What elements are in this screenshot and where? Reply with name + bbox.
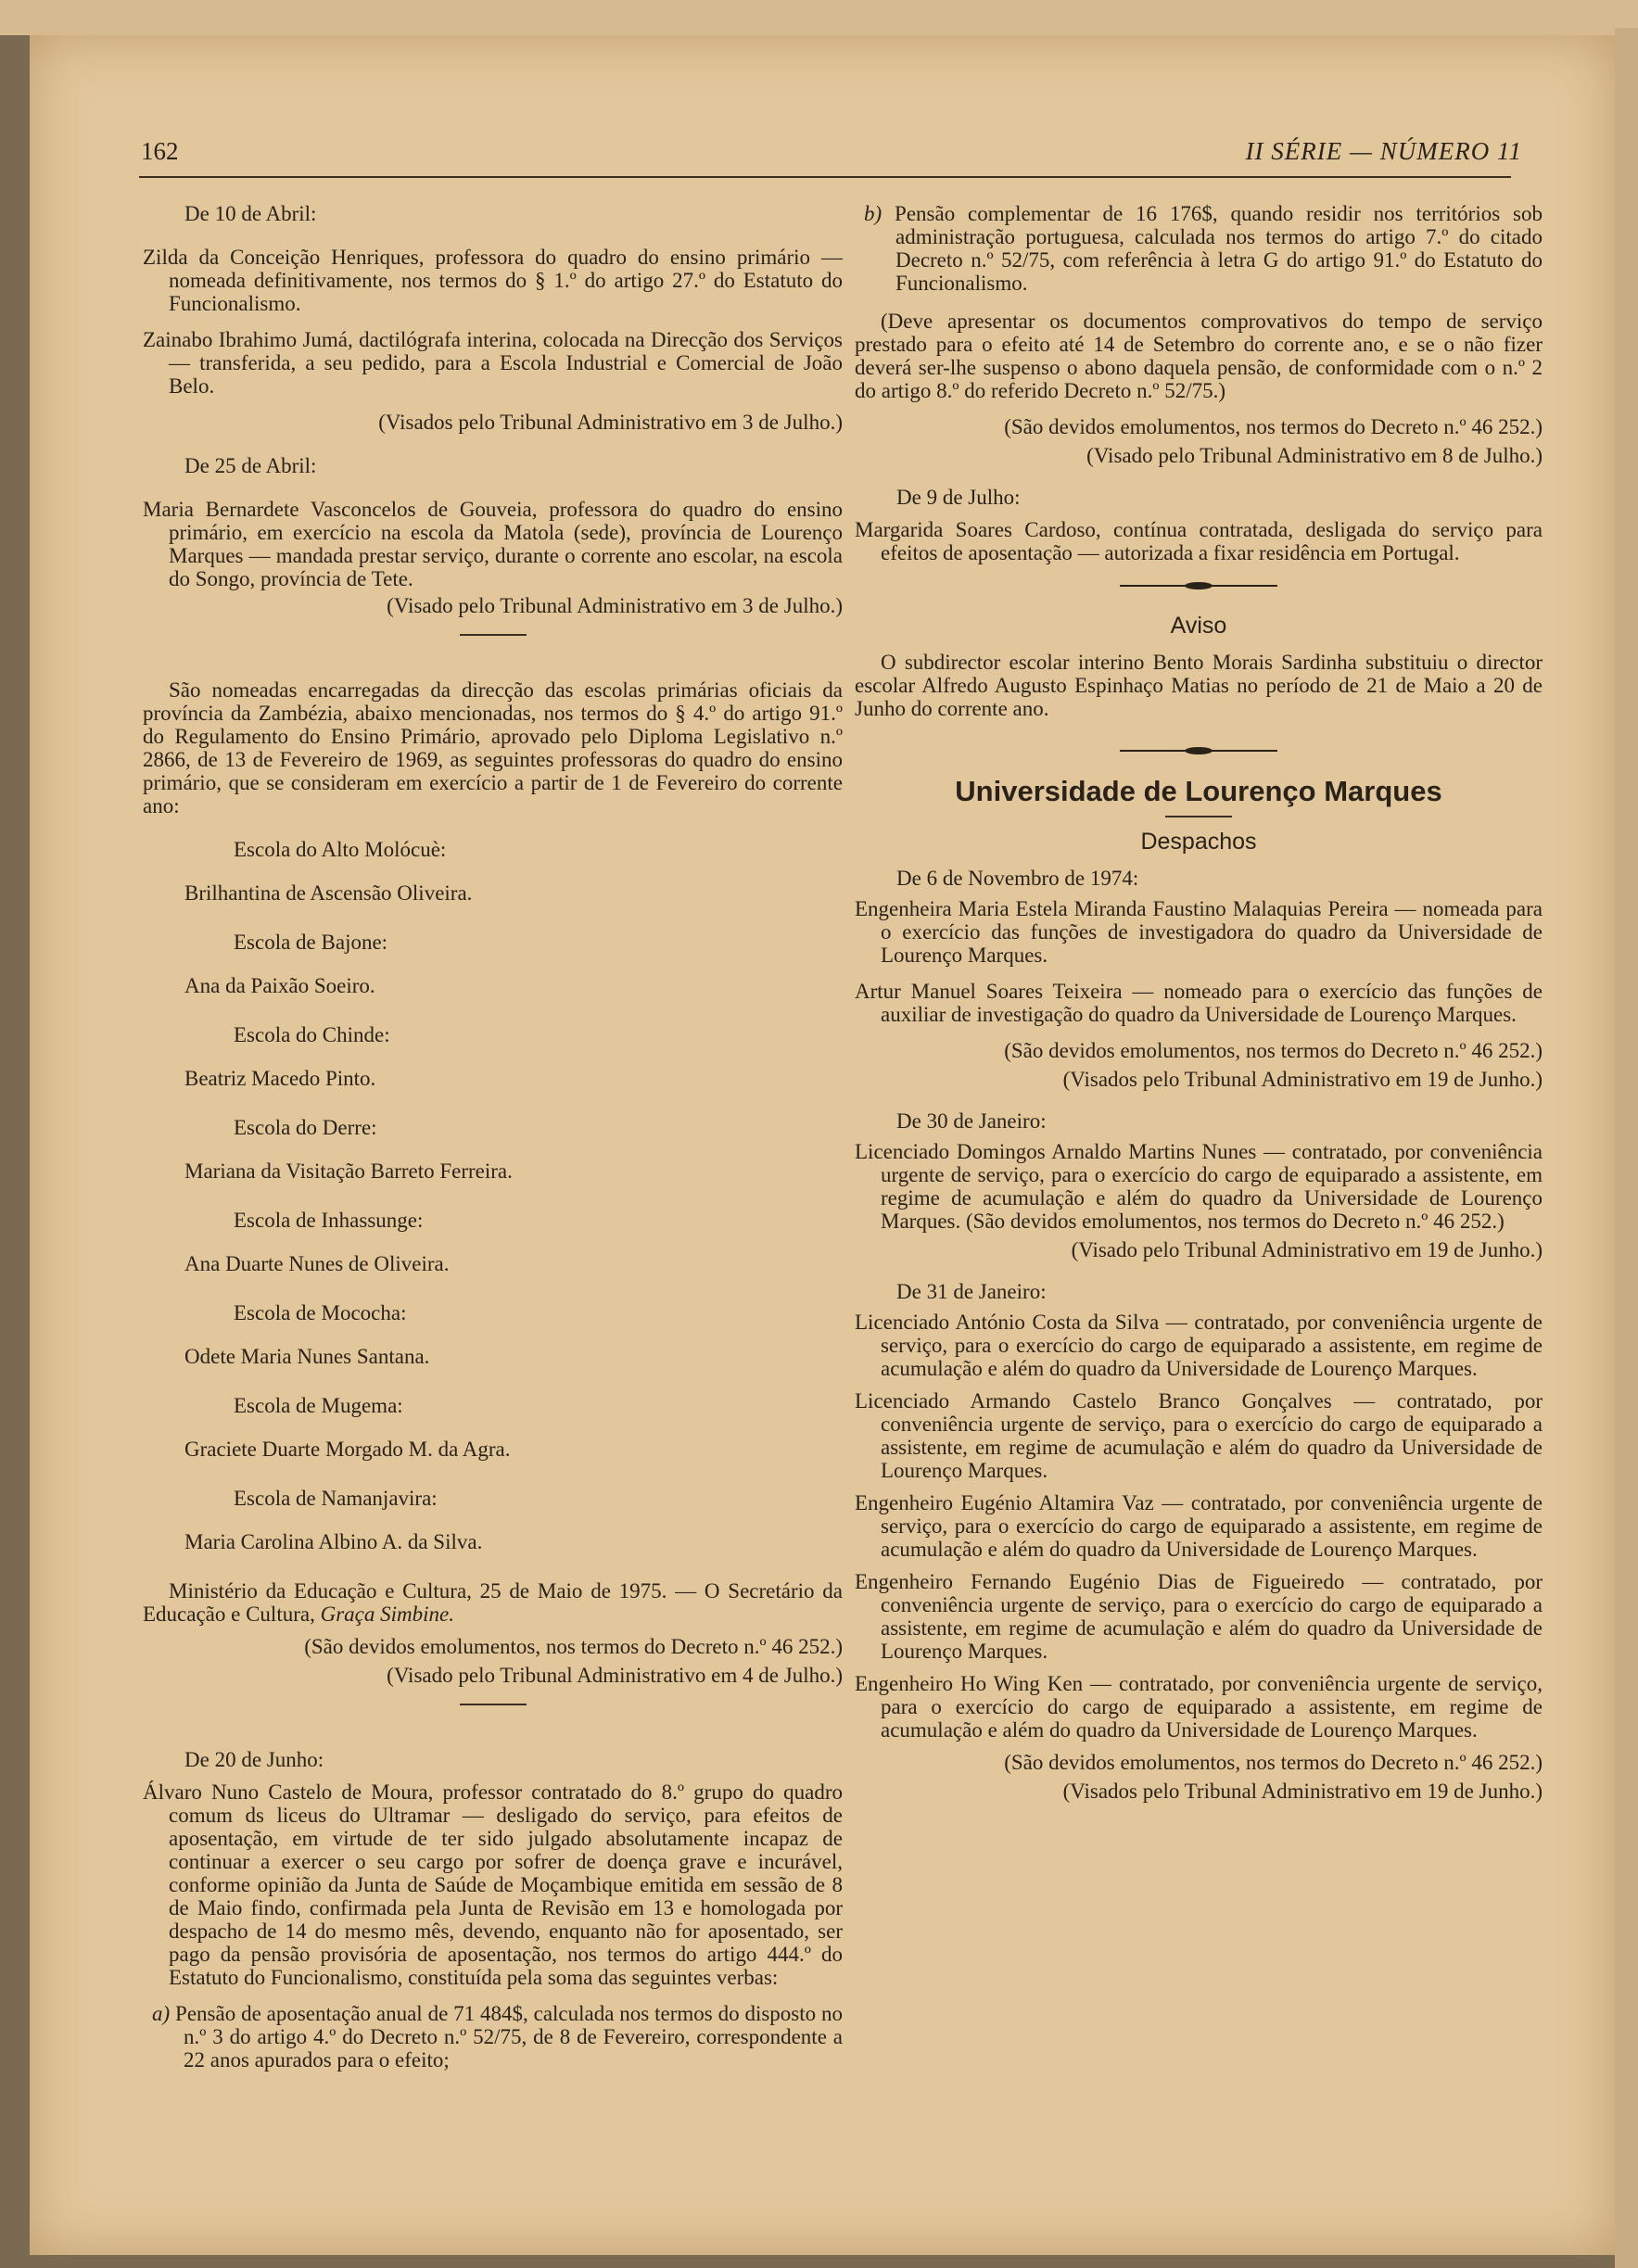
note-paragraph: (Deve apresentar os documentos comprovativos do tempo de serviço prestado para o efeito até 14 de Setembro do corrente ano, e se o não fizer deverá ser-lhe suspenso o abono daquela pensão, de conformidade com o n.º 2 do artigo 8.º do referido Decreto n.º 52/75.): [855, 310, 1543, 402]
left-column: [143, 202, 843, 2079]
ministry-signoff: [143, 1579, 843, 1626]
header-rule: [139, 176, 1511, 178]
teacher-name: Odete Maria Nunes Santana.: [184, 1345, 430, 1368]
series-title: II SÉRIE — NÚMERO 11: [1245, 137, 1522, 165]
visa-note: (Visado pelo Tribunal Administrativo em 4 de Julho.): [387, 1664, 843, 1687]
paragraph: Engenheira Maria Estela Miranda Faustino Malaquias Pereira — nomeada para o exercício das funções de investigadora do quadro da Universidade de Lourenço Marques.: [855, 897, 1543, 967]
paragraph: Licenciado António Costa da Silva — contratado, por conveniência urgente de serviço, para o exercício do cargo de equiparado a assistente, em regime de acumulação e além do quadro da Universidade de Lourenço Marques.: [855, 1311, 1543, 1380]
paragraph: Engenheiro Eugénio Altamira Vaz — contratado, por conveniência urgente de serviço, para o exercício do cargo de equiparado a assistente, em regime de acumulação e além do quadro da Universidade de Lourenço Marques.: [855, 1491, 1543, 1561]
signature-name: Graça Simbine.: [320, 1603, 454, 1626]
school-name: Escola de Mococha:: [234, 1301, 407, 1324]
despachos-heading: Despachos: [1140, 829, 1257, 855]
aviso-heading: Aviso: [1170, 613, 1227, 639]
paragraph: Licenciado Domingos Arnaldo Martins Nunes — contratado, por conveniência urgente de serviço, para o exercício do cargo de equiparado a assistente, em regime de acumulação e além do quadro da Universidade de Lourenço Marques. (São devidos emolumentos, nos termos do Decreto n.º 46 252.): [855, 1140, 1543, 1233]
paragraph: Zainabo Ibrahimo Jumá, dactilógrafa interina, colocada na Direcção dos Serviços — transferida, a seu pedido, para a Escola Industrial e Comercial de João Belo.: [143, 328, 843, 398]
date-heading: De 20 de Junho:: [184, 1748, 324, 1771]
page-edge-right: [1615, 28, 1638, 2268]
school-name: Escola do Chinde:: [234, 1023, 390, 1046]
teacher-name: Brilhantina de Ascensão Oliveira.: [184, 881, 473, 905]
paragraph: Maria Bernardete Vasconcelos de Gouveia, professora do quadro do ensino primário, em exercício na escola da Matola (sede), província de Lourenço Marques — mandada prestar serviço, durante o corrente ano escolar, na escola do Songo, província de Tete.: [143, 498, 843, 590]
teacher-name: Ana Duarte Nunes de Oliveira.: [184, 1252, 450, 1275]
teacher-name: Mariana da Visitação Barreto Ferreira.: [184, 1159, 513, 1183]
school-name: Escola do Alto Molócuè:: [234, 838, 447, 861]
teacher-name: Beatriz Macedo Pinto.: [184, 1067, 376, 1090]
paragraph: Engenheiro Fernando Eugénio Dias de Figueiredo — contratado, por conveniência urgente de serviço, para o exercício do cargo de equiparado a assistente, em regime de acumulação e além do quadro da Universidade de Lourenço Marques.: [855, 1570, 1543, 1663]
fees-note: (São devidos emolumentos, nos termos do Decreto n.º 46 252.): [1004, 1751, 1543, 1774]
visa-note: (Visados pelo Tribunal Administrativo em 19 de Junho.): [1062, 1780, 1543, 1803]
fees-note: (São devidos emolumentos, nos termos do Decreto n.º 46 252.): [304, 1635, 843, 1658]
list-item: [143, 2002, 843, 2072]
teacher-name: Ana da Paixão Soeiro.: [184, 974, 375, 997]
school-name: Escola de Mugema:: [234, 1394, 403, 1417]
visa-note: (Visados pelo Tribunal Administrativo em 3 de Julho.): [378, 411, 843, 434]
visa-note: (Visados pelo Tribunal Administrativo em 19 de Junho.): [1062, 1068, 1543, 1091]
teacher-name: Maria Carolina Albino A. da Silva.: [184, 1530, 483, 1553]
paragraph: O subdirector escolar interino Bento Morais Sardinha substituiu o director escolar Alfredo Augusto Espinhaço Matias no período de 21 de Maio a 20 de Junho do corrente ano.: [855, 651, 1543, 720]
ministry-text: Ministério da Educação e Cultura, 25 de Maio de 1975. — O Secretário da Educação e Cultura,: [143, 1579, 843, 1626]
section-divider: [460, 634, 527, 636]
page-number: 162: [141, 137, 179, 165]
paragraph: Álvaro Nuno Castelo de Moura, professor contratado do 8.º grupo do quadro comum ds liceus do Ultramar — desligado do serviço, para efeitos de aposentação, em virtude de ter sido julgado absolutamente incapaz de continuar a exercer o seu cargo por sofrer de doença grave e incurável, conforme opinião da Junta de Saúde de Moçambique emitida em sessão de 8 de Maio findo, confirmada pela Junta de Revisão em 13 e homologada por despacho de 14 do mesmo mês, devendo, enquanto não for aposentado, ser pago da pensão provisória de aposentação, nos termos do artigo 444.º do Estatuto do Funcionalismo, constituída pela soma das seguintes verbas:: [143, 1780, 843, 1989]
school-name: Escola de Inhassunge:: [234, 1209, 424, 1232]
visa-note: (Visado pelo Tribunal Administrativo em 3 de Julho.): [387, 594, 843, 617]
teacher-name: Graciete Duarte Morgado M. da Agra.: [184, 1438, 511, 1461]
school-name: Escola de Namanjavira:: [234, 1487, 438, 1510]
item-label: b): [864, 202, 882, 225]
date-heading: De 25 de Abril:: [184, 454, 317, 477]
school-name: Escola de Bajone:: [234, 931, 388, 954]
visa-note: (Visado pelo Tribunal Administrativo em 19 de Junho.): [1071, 1238, 1543, 1261]
date-heading: De 9 de Julho:: [896, 486, 1021, 509]
visa-note: (Visado pelo Tribunal Administrativo em 8 de Julho.): [1086, 444, 1543, 467]
document-page: [30, 35, 1615, 2255]
school-name: Escola do Derre:: [234, 1116, 377, 1139]
paragraph: Licenciado Armando Castelo Branco Gonçalves — contratado, por conveniência urgente de serviço, para o exercício do cargo de equiparado a assistente, em regime de acumulação e além do quadro da Universidade de Lourenço Marques.: [855, 1389, 1543, 1482]
university-heading: Universidade de Lourenço Marques: [955, 775, 1442, 807]
fees-note: (São devidos emolumentos, nos termos do Decreto n.º 46 252.): [1004, 1039, 1543, 1062]
section-divider: [1165, 816, 1232, 817]
list-item: [855, 202, 1543, 295]
paragraph: Zilda da Conceição Henriques, professora do quadro do ensino primário — nomeada definitivamente, nos termos do § 1.º do artigo 27.º do Estatuto do Funcionalismo.: [143, 246, 843, 315]
date-heading: De 10 de Abril:: [184, 202, 317, 225]
section-divider: [460, 1704, 527, 1705]
item-label: a): [152, 2002, 171, 2025]
paragraph: Engenheiro Ho Wing Ken — contratado, por conveniência urgente de serviço, para o exercício do cargo de equiparado a assistente, em regime de acumulação e além do quadro da Universidade de Lourenço Marques.: [855, 1672, 1543, 1742]
ornament-divider: [1120, 746, 1277, 755]
date-heading: De 31 de Janeiro:: [896, 1280, 1047, 1303]
item-text: Pensão complementar de 16 176$, quando residir nos territórios sob administração portuguesa, calculada nos termos do artigo 7.º do citado Decreto n.º 52/75, com referência à letra G do artigo 91.º do Estatuto do Funcionalismo.: [895, 202, 1543, 295]
date-heading: De 6 de Novembro de 1974:: [896, 867, 1139, 890]
right-column: [855, 202, 1543, 1814]
paragraph: Margarida Soares Cardoso, contínua contratada, desligada do serviço para efeitos de aposentação — autorizada a fixar residência em Portugal.: [855, 518, 1543, 564]
date-heading: De 30 de Janeiro:: [896, 1109, 1047, 1133]
schools-list: [143, 838, 843, 1553]
paragraph: São nomeadas encarregadas da direcção das escolas primárias oficiais da província da Zambézia, abaixo mencionadas, nos termos do § 4.º do artigo 91.º do Regulamento do Ensino Primário, aprovado pelo Diploma Legislativo n.º 2866, de 13 de Fevereiro de 1969, as seguintes professoras do quadro do ensino primário, que se consideram em exercício a partir de 1 de Fevereiro do corrente ano:: [143, 678, 843, 817]
ornament-divider: [1120, 581, 1277, 590]
item-text: Pensão de aposentação anual de 71 484$, calculada nos termos do disposto no n.º 3 do artigo 4.º do Decreto n.º 52/75, de 8 de Fevereiro, correspondente a 22 anos apurados para o efeito;: [175, 2002, 844, 2072]
paragraph: Artur Manuel Soares Teixeira — nomeado para o exercício das funções de auxiliar de investigação do quadro da Universidade de Lourenço Marques.: [855, 980, 1543, 1026]
page-edge-top: [0, 0, 1638, 35]
fees-note: (São devidos emolumentos, nos termos do Decreto n.º 46 252.): [1004, 415, 1543, 438]
